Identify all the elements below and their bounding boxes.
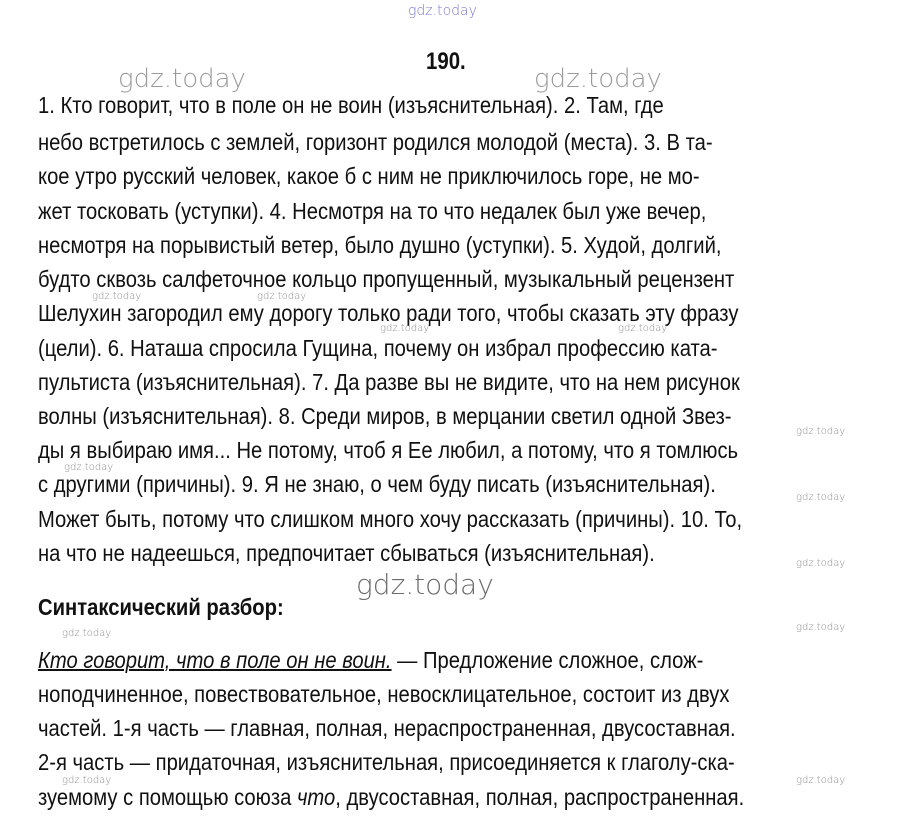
watermark: gdz.today: [92, 291, 142, 302]
text-line: несмотря на порывистый ветер, было душно (уступки). 5. Худой, долгий,: [38, 232, 722, 258]
watermark: gdz.today: [356, 568, 494, 601]
watermark: gdz.today: [380, 323, 430, 334]
text-line: Может быть, потому что слишком много хочу рассказать (причины). 10. То,: [38, 506, 743, 532]
analysis-line: [38, 782, 743, 812]
watermark: gdz.today: [62, 628, 112, 639]
analysis-line: [38, 645, 743, 675]
text-line: жет тосковать (уступки). 4. Несмотря на то что недалек был уже вечер,: [38, 198, 707, 224]
text-line: (цели). 6. Наташа спросила Гущина, почему он избрал профессию ката-: [38, 335, 718, 361]
text-line: на что не надеешься, предпочитает сбываться (изъяснительная).: [38, 540, 655, 566]
watermark-top: gdz.today: [408, 3, 477, 19]
text-line: кое утро русский человек, какое б с ним не приключилось горе, не мо-: [38, 163, 700, 189]
watermark: gdz.today: [796, 622, 846, 633]
text-line: будто сквозь салфеточное кольцо пропущенный, музыкальный рецензент: [38, 266, 735, 292]
analysis-text: — Предложение сложное, слож-: [391, 647, 704, 673]
analysis-line: 2-я часть — придаточная, изъяснительная, присоединяется к глаголу-ска-: [38, 749, 735, 775]
text-line: небо встретилось с землей, горизонт родился молодой (места). 3. В та-: [38, 129, 713, 155]
analysis-line: ноподчиненное, повествовательное, невосклицательное, состоит из двух: [38, 681, 730, 707]
text-line: Шелухин загородил ему дорогу только ради того, чтобы сказать эту фразу: [38, 300, 739, 326]
watermark: gdz.today: [796, 775, 846, 786]
example-sentence: Кто говорит, что в поле он не воин.: [38, 647, 392, 673]
exercise-number: 190.: [426, 48, 466, 75]
watermark: gdz.today: [796, 426, 846, 437]
watermark: gdz.today: [64, 462, 114, 473]
text-line: 1. Кто говорит, что в поле он не воин (изъяснительная). 2. Там, где: [38, 92, 664, 118]
text-line: волны (изъяснительная). 8. Среди миров, в мерцании светил одной Звез-: [38, 403, 732, 429]
watermark: gdz.today: [257, 291, 307, 302]
conjunction: что: [296, 784, 336, 810]
analysis-heading: Синтаксический разбор:: [38, 594, 284, 620]
watermark: gdz.today: [796, 558, 846, 569]
analysis-line: частей. 1-я часть — главная, полная, нераспространенная, двусоставная.: [38, 715, 736, 741]
watermark: gdz.today: [534, 64, 662, 94]
watermark: gdz.today: [118, 64, 246, 94]
text-line: ды я выбираю имя... Не потому, чтоб я Ее любил, а потому, что я томлюсь: [38, 437, 739, 463]
text-line: с другими (причины). 9. Я не знаю, о чем буду писать (изъяснительная).: [38, 471, 716, 497]
text-line: пультиста (изъяснительная). 7. Да разве вы не видите, что на нем рисунок: [38, 369, 740, 395]
watermark: gdz.today: [618, 323, 668, 334]
watermark: gdz.today: [62, 775, 112, 786]
analysis-text: зуемому с помощью союза: [38, 784, 297, 810]
analysis-text: , двусоставная, полная, распространенная.: [335, 784, 745, 810]
watermark: gdz.today: [796, 492, 846, 503]
